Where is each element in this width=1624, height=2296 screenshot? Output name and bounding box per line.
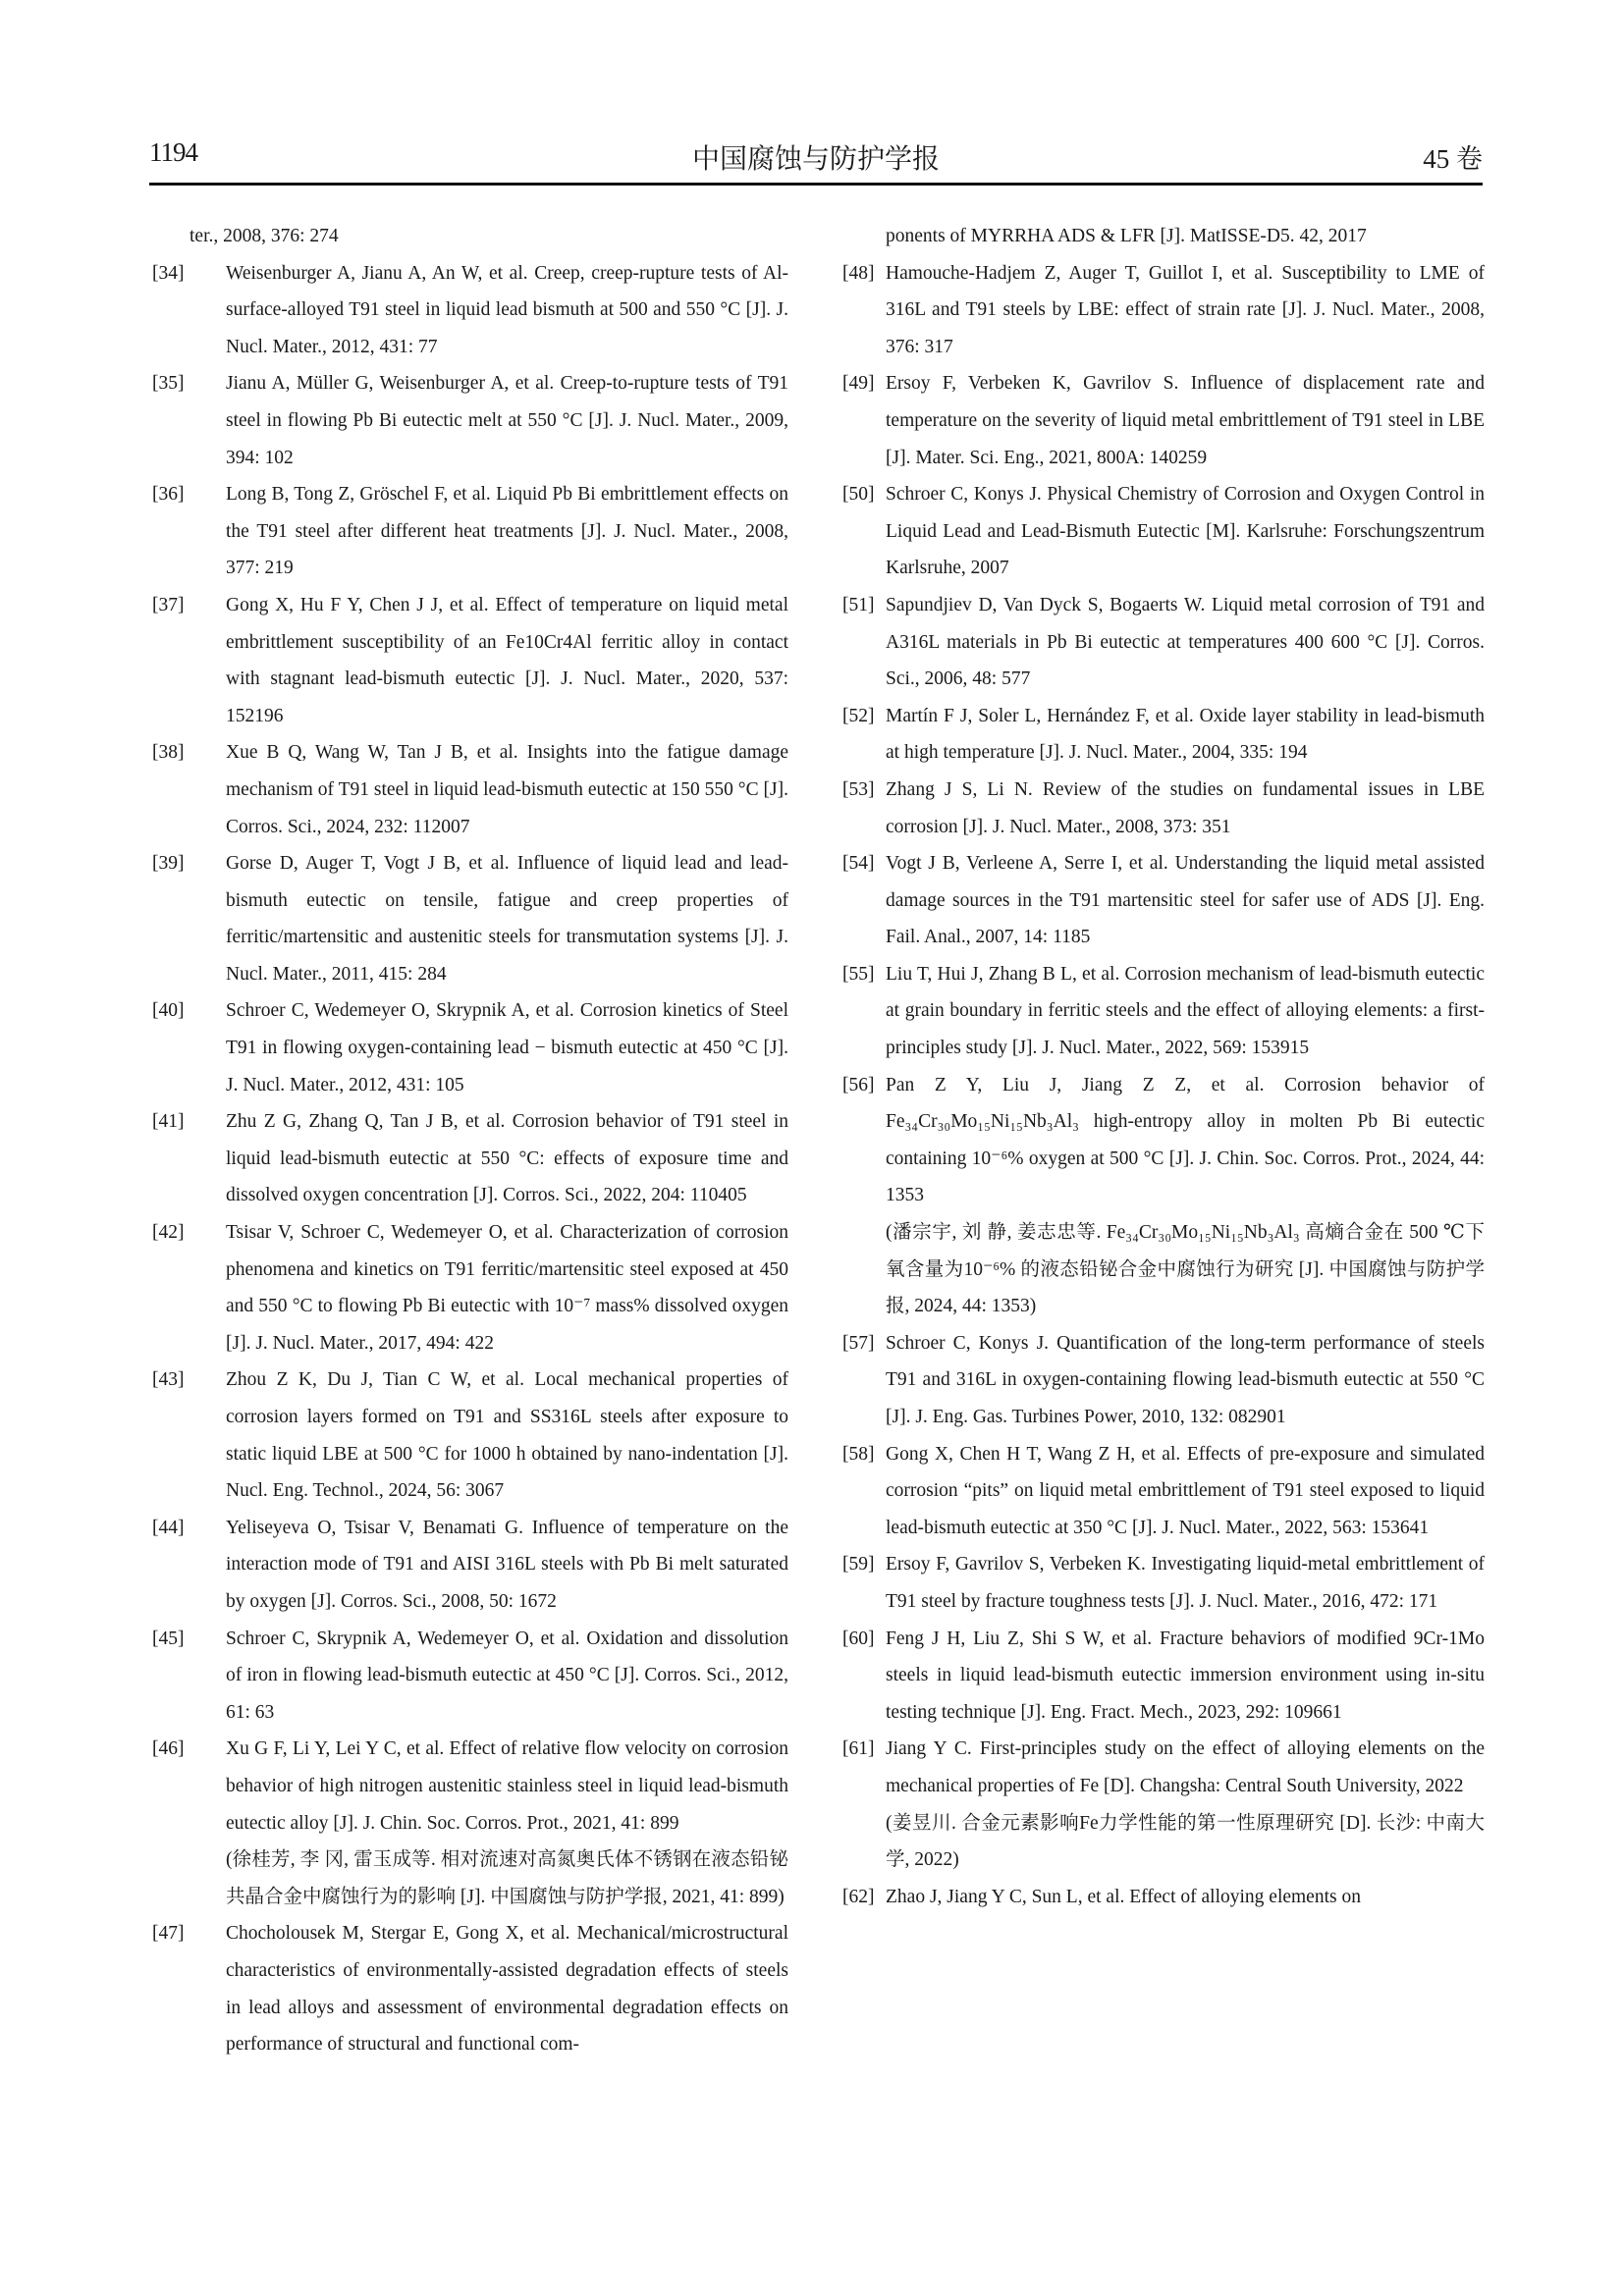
reference-number: [35] <box>152 373 185 395</box>
reference-number: [38] <box>152 742 185 764</box>
reference-item <box>844 1067 1485 1325</box>
reference-item <box>152 1731 788 1915</box>
reference-text: Tsisar V, Schroer C, Wedemeyer O, et al. Characterization of corrosion phenomena and kinetics on T91 ferritic/martensitic steel exposed at 450 and 550 °C to flowing Pb Bi eutectic with 10⁻⁷ mass% dissolved oxygen [J]. J. Nucl. Mater., 2017, 494: 422 <box>226 1222 788 1354</box>
reference-item <box>844 956 1485 1067</box>
reference-item <box>844 1325 1485 1436</box>
running-header <box>149 137 1483 177</box>
reference-number: [53] <box>842 778 875 800</box>
reference-item <box>152 845 788 992</box>
journal-title: 中国腐蚀与防护学报 <box>691 144 940 175</box>
reference-item <box>152 1362 788 1509</box>
reference-chinese-text: (潘宗宇, 刘 静, 姜志忠等. Fe₃₄Cr₃₀Mo₁₅Ni₁₅Nb₃Al₃ 高熵合金在 500 ℃下氧含量为10⁻⁶% 的液态铅铋合金中腐蚀行为研究 [J]. 中国腐蚀与防护学报, 2024, 44: 1353) <box>886 1222 1485 1317</box>
reference-number: [48] <box>842 262 875 284</box>
reference-item <box>844 365 1485 476</box>
reference-number: [55] <box>842 963 875 985</box>
reference-number: [46] <box>152 1738 185 1760</box>
reference-item <box>152 255 788 366</box>
reference-text: Sapundjiev D, Van Dyck S, Bogaerts W. Liquid metal corrosion of T91 and A316L materials in Pb Bi eutectic at temperatures 400 600 °C [J]. Corros. Sci., 2006, 48: 577 <box>886 594 1485 690</box>
reference-list <box>152 255 788 2063</box>
reference-number: [47] <box>152 1923 185 1945</box>
reference-text: Gorse D, Auger T, Vogt J B, et al. Influence of liquid lead and lead-bismuth eutectic on tensile, fatigue and creep properties of ferritic/martensitic and austenitic steels for transmutation systems [J]. J. Nucl. Mater., 2011, 415: 284 <box>226 853 788 985</box>
reference-text: Ersoy F, Gavrilov S, Verbeken K. Investigating liquid-metal embrittlement of T91 steel by fracture toughness tests [J]. J. Nucl. Mater., 2016, 472: 171 <box>886 1554 1485 1612</box>
reference-item <box>844 587 1485 698</box>
reference-item <box>844 255 1485 366</box>
reference-number: [54] <box>842 853 875 875</box>
reference-number: [52] <box>842 705 875 726</box>
reference-text: Gong X, Hu F Y, Chen J J, et al. Effect of temperature on liquid metal embrittlement susceptibility of an Fe10Cr4Al ferritic alloy in contact with stagnant lead-bismuth eutectic [J]. J. Nucl. Mater., 2020, 537: 152196 <box>226 594 788 726</box>
reference-number: [49] <box>842 373 875 395</box>
reference-item <box>844 1621 1485 1732</box>
reference-item <box>844 476 1485 587</box>
reference-text: Schroer C, Skrypnik A, Wedemeyer O, et al. Oxidation and dissolution of iron in flowing lead-bismuth eutectic at 450 °C [J]. Corros. Sci., 2012, 61: 63 <box>226 1628 788 1723</box>
reference-text: Weisenburger A, Jianu A, An W, et al. Creep, creep-rupture tests of Al-surface-alloyed T91 steel in liquid lead bismuth at 500 and 550 °C [J]. J. Nucl. Mater., 2012, 431: 77 <box>226 262 788 357</box>
reference-text: Yeliseyeva O, Tsisar V, Benamati G. Influence of temperature on the interaction mode of T91 and AISI 316L steels with Pb Bi melt saturated by oxygen [J]. Corros. Sci., 2008, 50: 1672 <box>226 1517 788 1612</box>
reference-item <box>152 1103 788 1214</box>
reference-number: [61] <box>842 1738 875 1760</box>
reference-item <box>152 1621 788 1732</box>
reference-item <box>844 1879 1485 1916</box>
reference-number: [40] <box>152 1000 185 1022</box>
reference-item <box>152 1510 788 1621</box>
reference-number: [58] <box>842 1443 875 1465</box>
reference-text: Gong X, Chen H T, Wang Z H, et al. Effects of pre-exposure and simulated corrosion “pits” on liquid metal embrittlement of T91 steel exposed to liquid lead-bismuth eutectic at 350 °C [J]. J. Nucl. Mater., 2022, 563: 153641 <box>886 1443 1485 1538</box>
reference-item <box>844 772 1485 845</box>
reference-number: [36] <box>152 484 185 506</box>
reference-item <box>152 992 788 1103</box>
header-rule <box>149 183 1483 186</box>
reference-text: Jiang Y C. First-principles study on the effect of alloying elements on the mechanical properties of Fe [D]. Changsha: Central South University, 2022 <box>886 1738 1485 1796</box>
reference-number: [57] <box>842 1332 875 1354</box>
reference-text: Vogt J B, Verleene A, Serre I, et al. Understanding the liquid metal assisted damage sources in the T91 martensitic steel for safer use of ADS [J]. Eng. Fail. Anal., 2007, 14: 1185 <box>886 853 1485 948</box>
reference-text: Schroer C, Konys J. Physical Chemistry of Corrosion and Oxygen Control in Liquid Lead and Lead-Bismuth Eutectic [M]. Karlsruhe: Forschungszentrum Karlsruhe, 2007 <box>886 484 1485 579</box>
reference-chinese-text: (徐桂芳, 李 冈, 雷玉成等. 相对流速对高氮奥氏体不锈钢在液态铅铋共晶合金中腐蚀行为的影响 [J]. 中国腐蚀与防护学报, 2021, 41: 899) <box>226 1849 788 1907</box>
reference-continuation: ponents of MYRRHA ADS & LFR [J]. MatISSE-D5. 42, 2017 <box>886 226 1367 246</box>
reference-item <box>152 365 788 476</box>
reference-item <box>152 1214 788 1362</box>
reference-text: Schroer C, Konys J. Quantification of the long-term performance of steels T91 and 316L in oxygen-containing flowing lead-bismuth eutectic at 550 °C [J]. J. Eng. Gas. Turbines Power, 2010, 132: 082901 <box>886 1332 1485 1427</box>
reference-item <box>844 845 1485 956</box>
reference-text: Pan Z Y, Liu J, Jiang Z Z, et al. Corrosion behavior of Fe₃₄Cr₃₀Mo₁₅Ni₁₅Nb₃Al₃ high-entropy alloy in molten Pb Bi eutectic containing 10⁻⁶% oxygen at 500 °C [J]. J. Chin. Soc. Corros. Prot., 2024, 44: 1353 <box>886 1074 1485 1206</box>
reference-continuation: ter., 2008, 376: 274 <box>189 226 339 246</box>
reference-text: Feng J H, Liu Z, Shi S W, et al. Fracture behaviors of modified 9Cr-1Mo steels in liquid lead-bismuth eutectic immersion environment using in-situ testing technique [J]. Eng. Fract. Mech., 2023, 292: 109661 <box>886 1628 1485 1723</box>
reference-item <box>844 1436 1485 1547</box>
reference-text: Zhu Z G, Zhang Q, Tan J B, et al. Corrosion behavior of T91 steel in liquid lead-bismuth eutectic at 550 °C: effects of exposure time and dissolved oxygen concentration [J]. Corros. Sci., 2022, 204: 110405 <box>226 1111 788 1206</box>
reference-item <box>844 1731 1485 1878</box>
reference-number: [45] <box>152 1628 185 1649</box>
reference-number: [50] <box>842 484 875 506</box>
reference-number: [34] <box>152 262 185 284</box>
page-number: 1194 <box>149 137 197 167</box>
reference-text: Long B, Tong Z, Gröschel F, et al. Liquid Pb Bi embrittlement effects on the T91 steel after different heat treatments [J]. J. Nucl. Mater., 2008, 377: 219 <box>226 484 788 579</box>
reference-number: [56] <box>842 1074 875 1095</box>
reference-number: [37] <box>152 594 185 615</box>
reference-text: Chocholousek M, Stergar E, Gong X, et al. Mechanical/microstructural characteristics of environmentally-assisted degradation effects of steels in lead alloys and assessment of environmental degradation effects on performance of structural and functional com- <box>226 1923 788 2056</box>
reference-number: [62] <box>842 1886 875 1907</box>
reference-number: [44] <box>152 1517 185 1538</box>
volume-label: 45 卷 <box>1423 144 1483 174</box>
reference-chinese-text: (姜昱川. 合金元素影响Fe力学性能的第一性原理研究 [D]. 长沙: 中南大学, 2022) <box>886 1812 1485 1871</box>
reference-item <box>844 1546 1485 1620</box>
reference-number: [42] <box>152 1222 185 1244</box>
reference-number: [43] <box>152 1369 185 1391</box>
reference-number: [51] <box>842 594 875 615</box>
reference-number: [39] <box>152 853 185 875</box>
reference-number: [41] <box>152 1111 185 1133</box>
reference-text: Martín F J, Soler L, Hernández F, et al. Oxide layer stability in lead-bismuth at high temperature [J]. J. Nucl. Mater., 2004, 335: 194 <box>886 705 1485 764</box>
reference-text: Zhang J S, Li N. Review of the studies on fundamental issues in LBE corrosion [J]. J. Nucl. Mater., 2008, 373: 351 <box>886 778 1485 837</box>
reference-text: Hamouche-Hadjem Z, Auger T, Guillot I, et al. Susceptibility to LME of 316L and T91 steels by LBE: effect of strain rate [J]. J. Nucl. Mater., 2008, 376: 317 <box>886 262 1485 357</box>
reference-text: Jianu A, Müller G, Weisenburger A, et al. Creep-to-rupture tests of T91 steel in flowing Pb Bi eutectic melt at 550 °C [J]. J. Nucl. Mater., 2009, 394: 102 <box>226 373 788 468</box>
reference-text: Xue B Q, Wang W, Tan J B, et al. Insights into the fatigue damage mechanism of T91 steel in liquid lead-bismuth eutectic at 150 550 °C [J]. Corros. Sci., 2024, 232: 112007 <box>226 742 788 837</box>
reference-text: Liu T, Hui J, Zhang B L, et al. Corrosion mechanism of lead-bismuth eutectic at grain boundary in ferritic steels and the effect of alloying elements: a first-principles study [J]. J. Nucl. Mater., 2022, 569: 153915 <box>886 963 1485 1059</box>
reference-text: Zhao J, Jiang Y C, Sun L, et al. Effect of alloying elements on <box>886 1886 1361 1907</box>
reference-number: [59] <box>842 1554 875 1575</box>
reference-number: [60] <box>842 1628 875 1649</box>
reference-item <box>152 587 788 734</box>
right-column <box>844 218 1485 1915</box>
reference-text: Ersoy F, Verbeken K, Gavrilov S. Influence of displacement rate and temperature on the severity of liquid metal embrittlement of T91 steel in LBE [J]. Mater. Sci. Eng., 2021, 800A: 140259 <box>886 373 1485 468</box>
reference-item <box>152 476 788 587</box>
reference-list <box>844 255 1485 1916</box>
reference-item <box>152 1915 788 2062</box>
reference-text: Zhou Z K, Du J, Tian C W, et al. Local mechanical properties of corrosion layers formed on T91 and SS316L steels after exposure to static liquid LBE at 500 °C for 1000 h obtained by nano-indentation [J]. Nucl. Eng. Technol., 2024, 56: 3067 <box>226 1369 788 1502</box>
reference-text: Schroer C, Wedemeyer O, Skrypnik A, et al. Corrosion kinetics of Steel T91 in flowing oxygen-containing lead − bismuth eutectic at 450 °C [J]. J. Nucl. Mater., 2012, 431: 105 <box>226 1000 788 1095</box>
reference-text: Xu G F, Li Y, Lei Y C, et al. Effect of relative flow velocity on corrosion behavior of high nitrogen austenitic stainless steel in liquid lead-bismuth eutectic alloy [J]. J. Chin. Soc. Corros. Prot., 2021, 41: 899 <box>226 1738 788 1834</box>
left-column <box>152 218 788 2063</box>
reference-item <box>844 698 1485 772</box>
reference-item <box>152 734 788 845</box>
